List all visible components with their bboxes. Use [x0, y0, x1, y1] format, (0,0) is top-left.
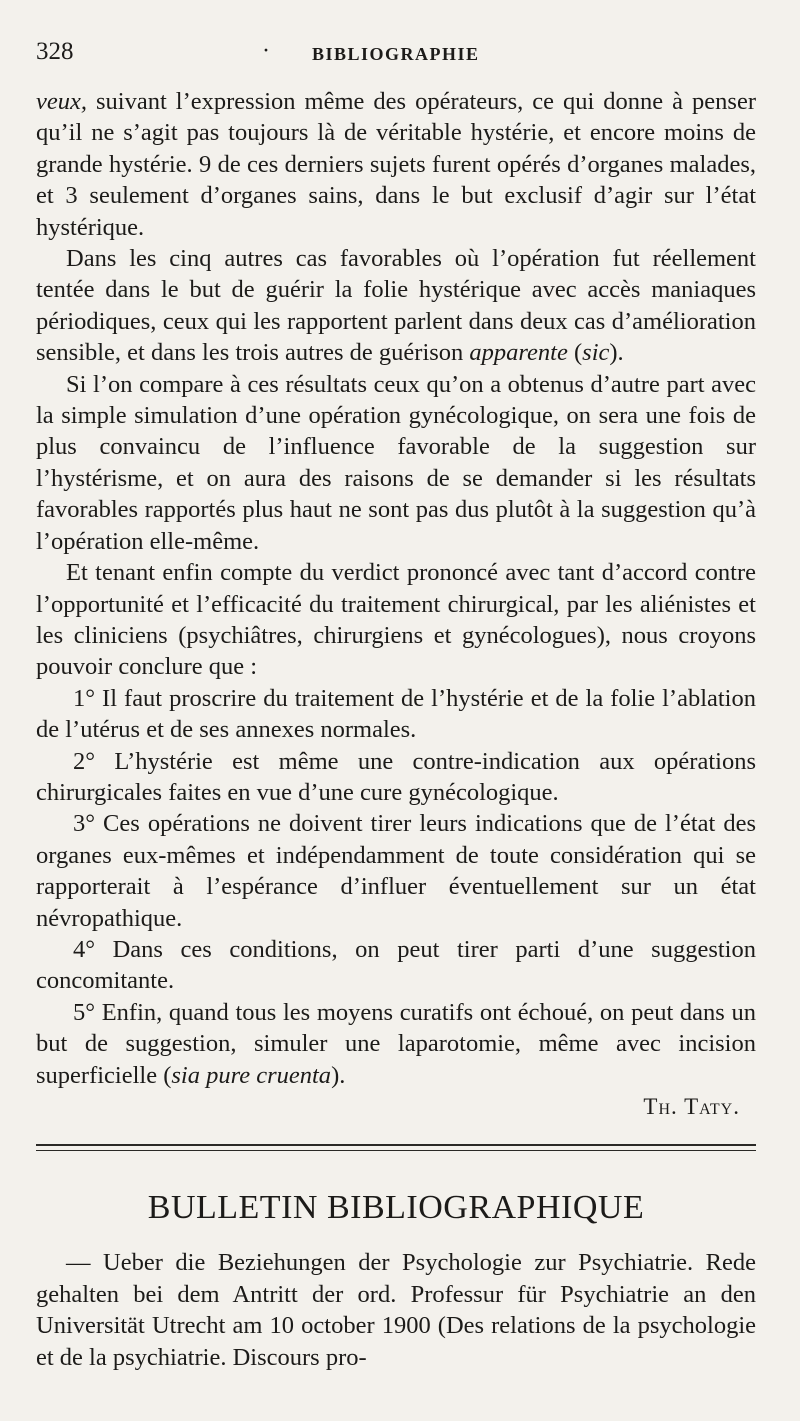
conclusion-2: 2° L’hystérie est même une contre-indication aux opérations chirurgicales faites en vue d’une cure gynécologique.	[36, 747, 756, 806]
paragraph-comparison: Si l’on compare à ces résultats ceux qu’on a obtenus d’autre part avec la simple simulation d’une opération gynécologique, on sera une fois de plus convaincu de l’influence favorable de la suggestion sur l’hystérisme, et on aura des raisons de se demander si les résultats favorables rapportés plus haut ne sont pas dus plutôt à la suggestion qu’à l’opération elle-même.	[36, 370, 756, 555]
header-separator: ·	[262, 38, 270, 64]
conclusion-1: 1° Il faut proscrire du traitement de l’hystérie et de la folie l’ablation de l’utérus et de ses annexes normales.	[36, 684, 756, 744]
paragraph-text: ).	[609, 339, 624, 367]
entry-text: — Ueber die Beziehungen der Psychologie zur Psychiatrie. Rede gehalten bei dem Antritt der ord. Professur für Psychiatrie an den Universität Utrecht am 10 october 1900 (Des relations de la psychologie et de la psychiatrie. Discours pro-	[36, 1249, 756, 1371]
bibliography-entry	[36, 1247, 756, 1373]
paragraph-text: Dans les cinq autres cas favorables où l’opération fut réellement tentée dans le but de guérir la folie hystérique avec accès maniaques périodiques, ceux qui les rapportent parlent dans deux cas d’amélioration sensible, et dans les trois autres de guérison	[36, 245, 756, 367]
paragraph-text: ).	[331, 1061, 346, 1089]
paragraph-text: suivant l’expression même des opérateurs, ce qui donne à penser qu’il ne s’agit pas toujours là de véritable hystérie, et encore moins de grande hystérie. 9 de ces derniers sujets furent opérés d’organes malades, et 3 seulement d’organes sains, dans le but exclusif d’agir sur l’état hystérique.	[36, 88, 756, 241]
paragraph-continuation	[36, 86, 756, 243]
divider-rule-thick	[36, 1144, 756, 1146]
italic-phrase: sia pure cruenta	[171, 1061, 332, 1089]
conclusion-3: 3° Ces opérations ne doivent tirer leurs indications que de l’état des organes eux-mêmes et indépendamment de toute considération qui se rapporterait à l’espérance d’influer éventuellement sur un état névropathique.	[36, 810, 756, 932]
author-signature: Th. Taty.	[643, 1094, 740, 1119]
running-title: BIBLIOGRAPHIE	[312, 44, 480, 64]
running-head	[36, 30, 756, 70]
paragraph-verdict: Et tenant enfin compte du verdict prononcé avec tant d’accord contre l’opportunité et l’efficacité du traitement chirurgical, par les aliénistes et les cliniciens (psychiâtres, chirurgiens et gynécologues), nous croyons pouvoir conclure que :	[36, 559, 756, 681]
section-title: BULLETIN BIBLIOGRAPHIQUE	[147, 1189, 645, 1227]
paragraph-text: (	[567, 339, 583, 367]
paragraph-favorable-cases	[36, 243, 756, 369]
italic-word: apparente	[469, 339, 568, 367]
italic-lead: veux,	[36, 88, 87, 115]
page-number: 328	[36, 38, 74, 65]
conclusion-4: 4° Dans ces conditions, on peut tirer parti d’une suggestion concomitante.	[36, 935, 756, 995]
paragraph-text: 5° Enfin, quand tous les moyens curatifs ont échoué, on peut dans un but de suggestion, simuler une laparotomie, même avec incision superficielle (	[36, 998, 756, 1089]
divider-rule-thin	[36, 1150, 756, 1151]
section-divider	[36, 1144, 756, 1151]
conclusion-5	[36, 997, 756, 1091]
italic-word: sic	[582, 339, 610, 367]
review-body	[36, 86, 756, 1122]
